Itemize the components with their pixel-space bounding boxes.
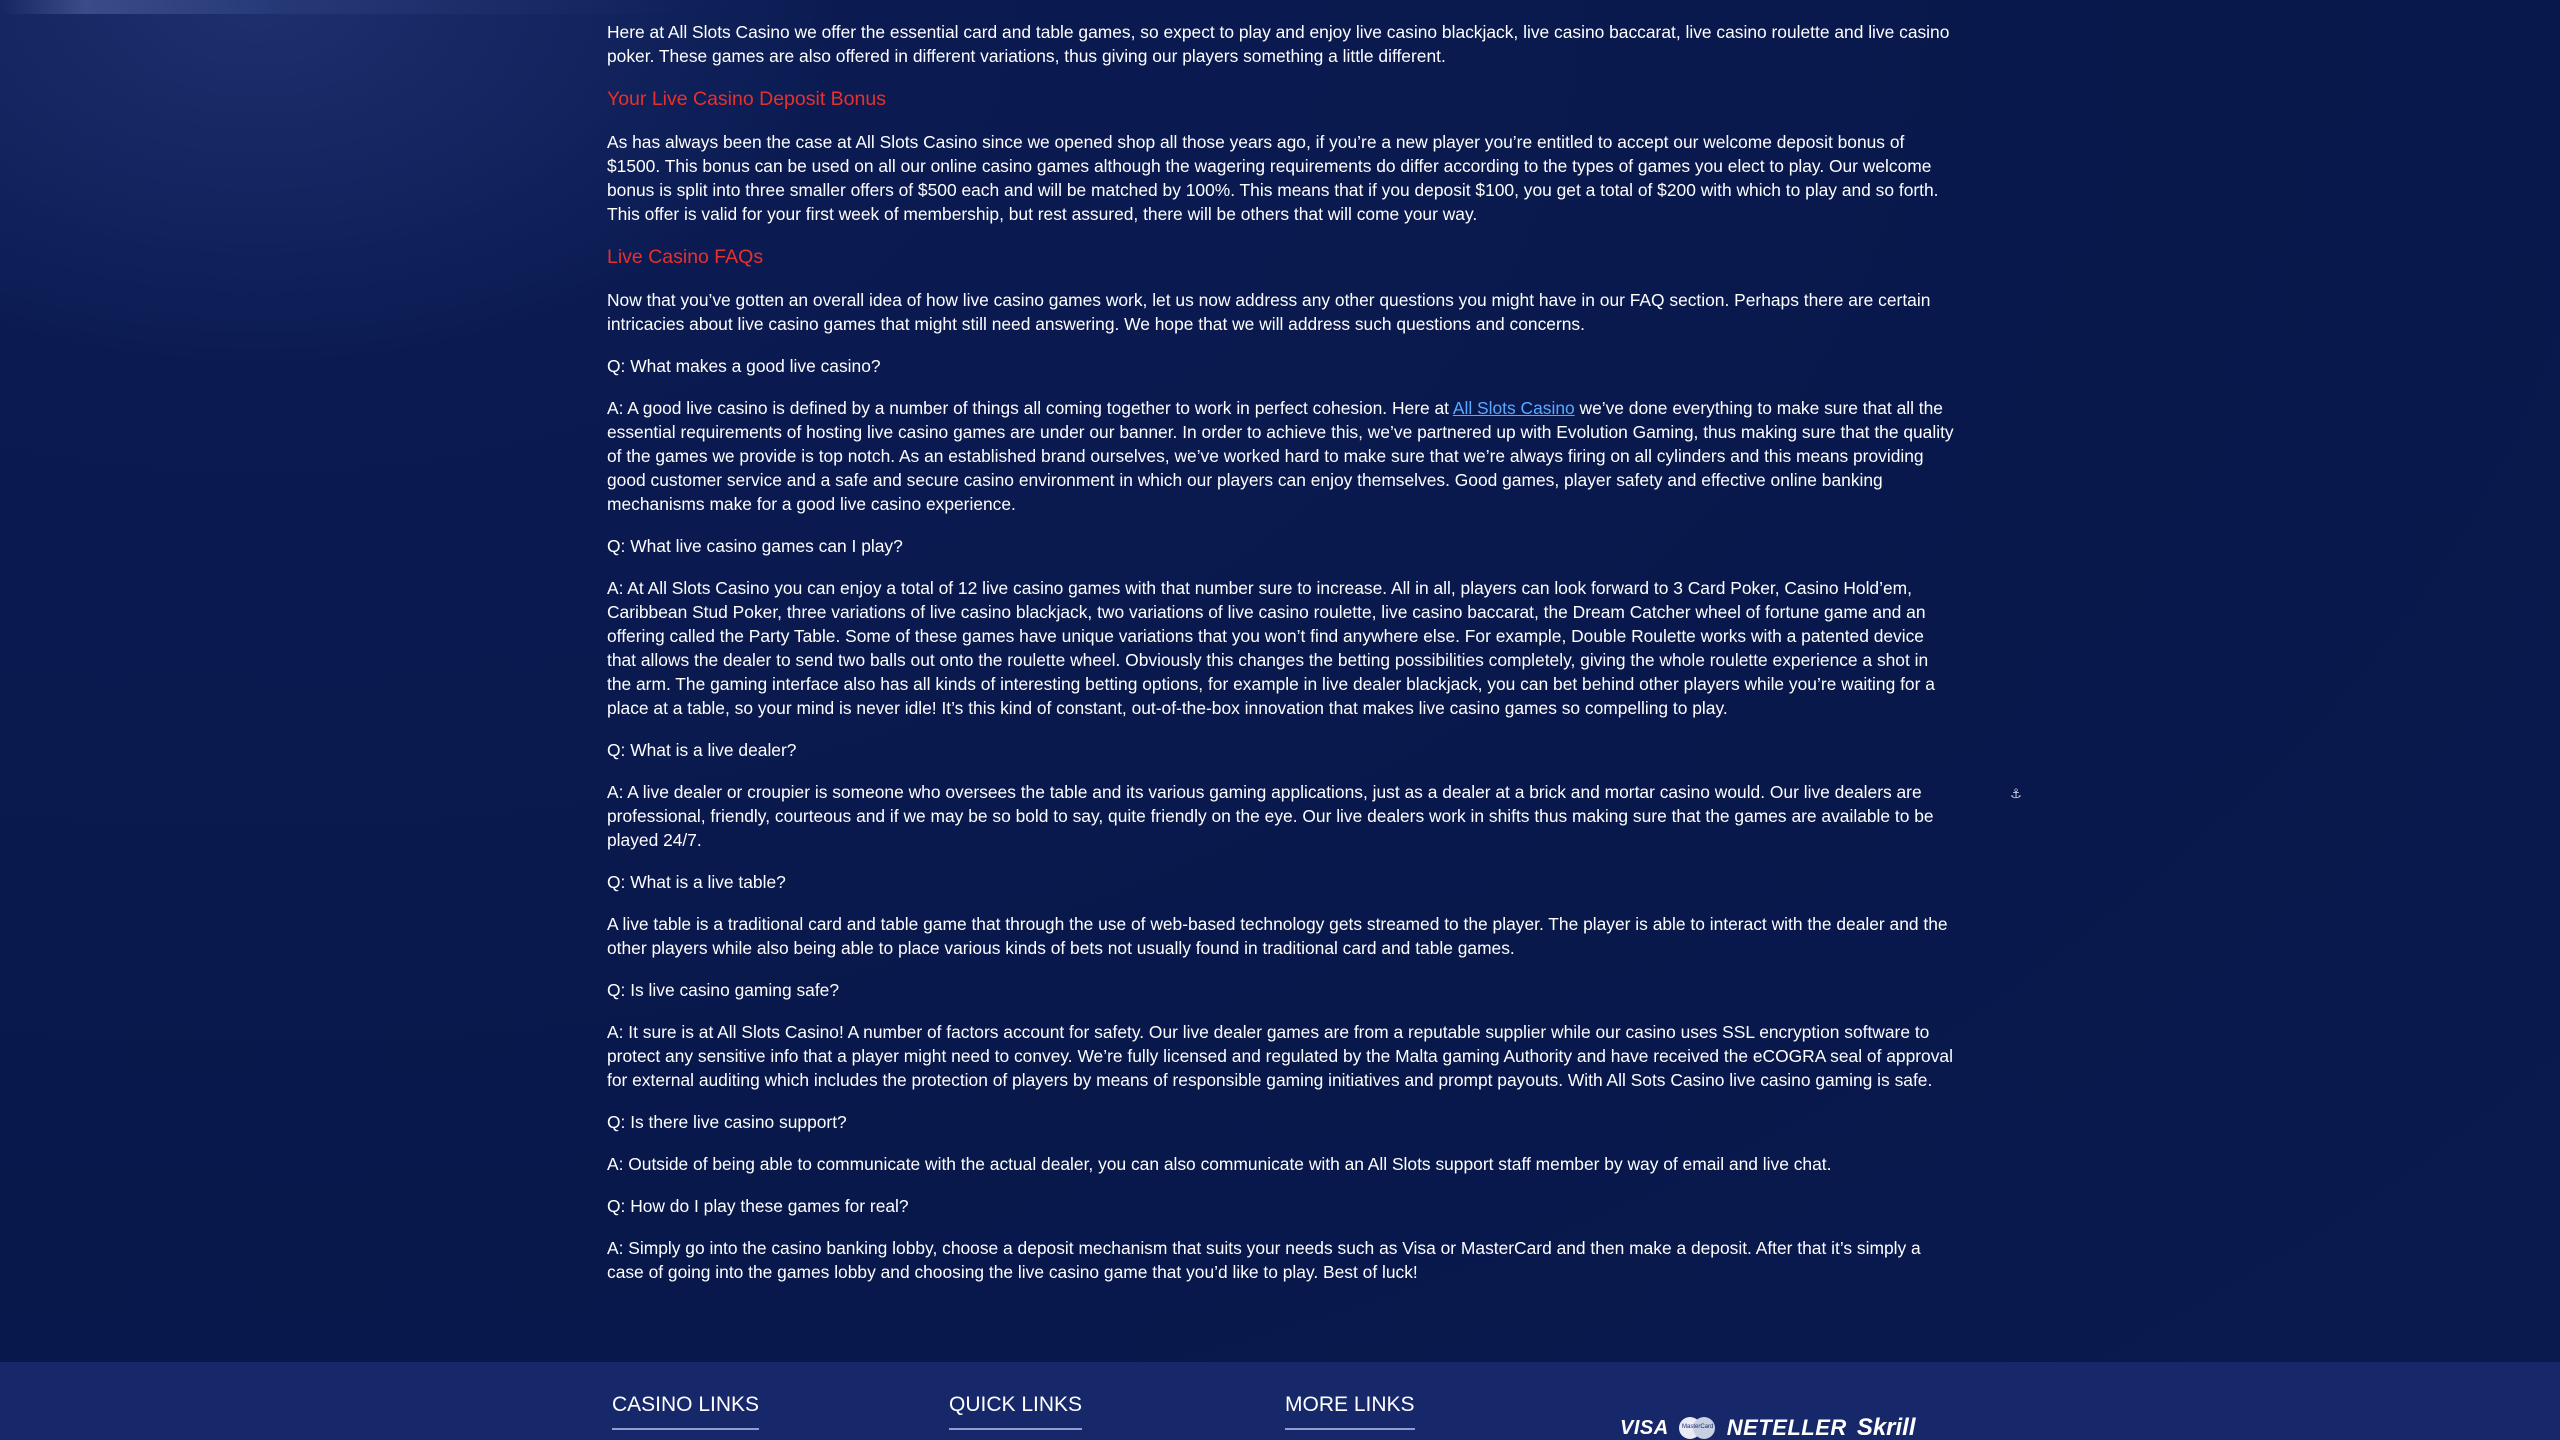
faq-question-6: Q: Is there live casino support? — [607, 1112, 847, 1132]
visa-logo: VISA — [1620, 1416, 1669, 1439]
faq-answer-3: A: A live dealer or croupier is someone who oversees the table and its various gaming applications, just as a dealer at a brick and mortar casino would. Our live dealers are professional, friendly, courteous and if we may be so bold to say, quite friendly on the eye. Our live dealers work in shifts thus making sure that the games are available to be played 24/7. — [607, 782, 1934, 850]
faq-answer-4: A live table is a traditional card and table game that through the use of web-based technology gets streamed to the player. The player is able to interact with the dealer and the other players while also being able to place various kinds of bets not usually found in traditional card and table games. — [607, 914, 1948, 958]
deposit-bonus-paragraph: As has always been the case at All Slots Casino since we opened shop all those years ago, if you’re a new player you’re entitled to accept our welcome deposit bonus of $1500. This bonus can be used on all our online casino games although the wagering requirements do differ according to the types of games you elect to play. Our welcome bonus is split into three smaller offers of $500 each and will be matched by 100%. This means that if you deposit $100, you get a total of $200 with which to play and so forth. This offer is valid for your first week of membership, but rest assured, there will be others that will come your way. — [607, 132, 1939, 224]
intro-paragraph: Here at All Slots Casino we offer the essential card and table games, so expect to play and enjoy live casino blackjack, live casino baccarat, live casino roulette and live casino poker. These games are also offered in different variations, thus giving our players something a little different. — [607, 22, 1950, 66]
neteller-logo: NETELLER — [1726, 1415, 1847, 1440]
faq-answer-6: A: Outside of being able to communicate with the actual dealer, you can also communicate with an All Slots support staff member by way of email and live chat. — [607, 1154, 1832, 1174]
faq-question-1: Q: What makes a good live casino? — [607, 356, 881, 376]
footer-quick-links — [949, 1392, 1082, 1430]
site-footer — [0, 1362, 2560, 1440]
deposit-bonus-heading: Your Live Casino Deposit Bonus — [607, 88, 886, 110]
footer-more-links — [1285, 1392, 1415, 1430]
faq-answer-1-text-after: we’ve done everything to make sure that all the essential requirements of hosting live casino games are under our banner. In order to achieve this, we’ve partnered up with Evolution Gaming, thus making sure that the quality of the games we provide is top notch. As an established brand ourselves, we’ve worked hard to make sure that we’re always firing on all cylinders and this means providing good customer service and a safe and secure casino environment in which our players can enjoy themselves. Good games, player safety and effective online banking mechanisms make for a good live casino experience. — [607, 398, 1954, 514]
header-edge-streak — [0, 0, 700, 14]
faq-heading: Live Casino FAQs — [607, 246, 764, 268]
faq-answer-1-text-before: A: A good live casino is defined by a number of things all coming together to work in perfect cohesion. Here at — [607, 398, 1453, 418]
casino-links-heading[interactable]: CASINO LINKS — [612, 1392, 759, 1430]
skrill-logo: Skrill — [1856, 1414, 1916, 1440]
quick-links-heading[interactable]: QUICK LINKS — [949, 1392, 1082, 1430]
faq-answer-1 — [607, 396, 1957, 516]
all-slots-casino-link[interactable]: All Slots Casino — [1452, 398, 1575, 418]
faq-answer-5: A: It sure is at All Slots Casino! A number of factors account for safety. Our live dealer games are from a reputable supplier while our casino uses SSL encryption software to protect any sensitive info that a player might need to convey. We’re fully licensed and regulated by the Malta gaming Authority and have received the eCOGRA seal of approval for external auditing which includes the protection of players by means of responsible gaming initiatives and prompt payouts. With All Sots Casino live casino gaming is safe. — [607, 1022, 1953, 1090]
faq-question-3: Q: What is a live dealer? — [607, 740, 797, 760]
footer-casino-links — [612, 1392, 759, 1430]
faq-question-4: Q: What is a live table? — [607, 872, 786, 892]
faq-question-5: Q: Is live casino gaming safe? — [607, 980, 839, 1000]
faq-question-7: Q: How do I play these games for real? — [607, 1196, 909, 1216]
article-content — [607, 20, 1957, 1302]
mastercard-label: MasterCard — [1682, 1424, 1714, 1430]
faq-answer-2: A: At All Slots Casino you can enjoy a total of 12 live casino games with that number sure to increase. All in all, players can look forward to 3 Card Poker, Casino Hold’em, Caribbean Stud Poker, three variations of live casino blackjack, two variations of live casino roulette, live casino baccarat, the Dream Catcher wheel of fortune game and an offering called the Party Table. Some of these games have unique variations that you won’t find anywhere else. For example, Double Roulette works with a patented device that allows the dealer to send two balls out onto the roulette wheel. Obviously this changes the betting possibilities completely, giving the whole roulette experience a shot in the arm. The gaming interface also has all kinds of interesting betting options, for example in live dealer blackjack, you can bet behind other players while you’re waiting for a place at a table, so your mind is never idle! It’s this kind of constant, out-of-the-box innovation that makes live casino games so compelling to play. — [607, 578, 1935, 718]
faq-question-2: Q: What live casino games can I play? — [607, 536, 903, 556]
scroll-anchor-icon[interactable]: ⚓ — [2010, 786, 2022, 801]
payment-methods — [1620, 1416, 1916, 1440]
more-links-heading[interactable]: MORE LINKS — [1285, 1392, 1415, 1430]
mastercard-logo — [1679, 1417, 1717, 1439]
faq-answer-7: A: Simply go into the casino banking lobby, choose a deposit mechanism that suits your needs such as Visa or MasterCard and then make a deposit. After that it’s simply a case of going into the games lobby and choosing the live casino game that you’d like to play. Best of luck! — [607, 1238, 1921, 1282]
faq-intro-paragraph: Now that you’ve gotten an overall idea of how live casino games work, let us now address any other questions you might have in our FAQ section. Perhaps there are certain intricacies about live casino games that might still need answering. We hope that we will address such questions and concerns. — [607, 290, 1931, 334]
